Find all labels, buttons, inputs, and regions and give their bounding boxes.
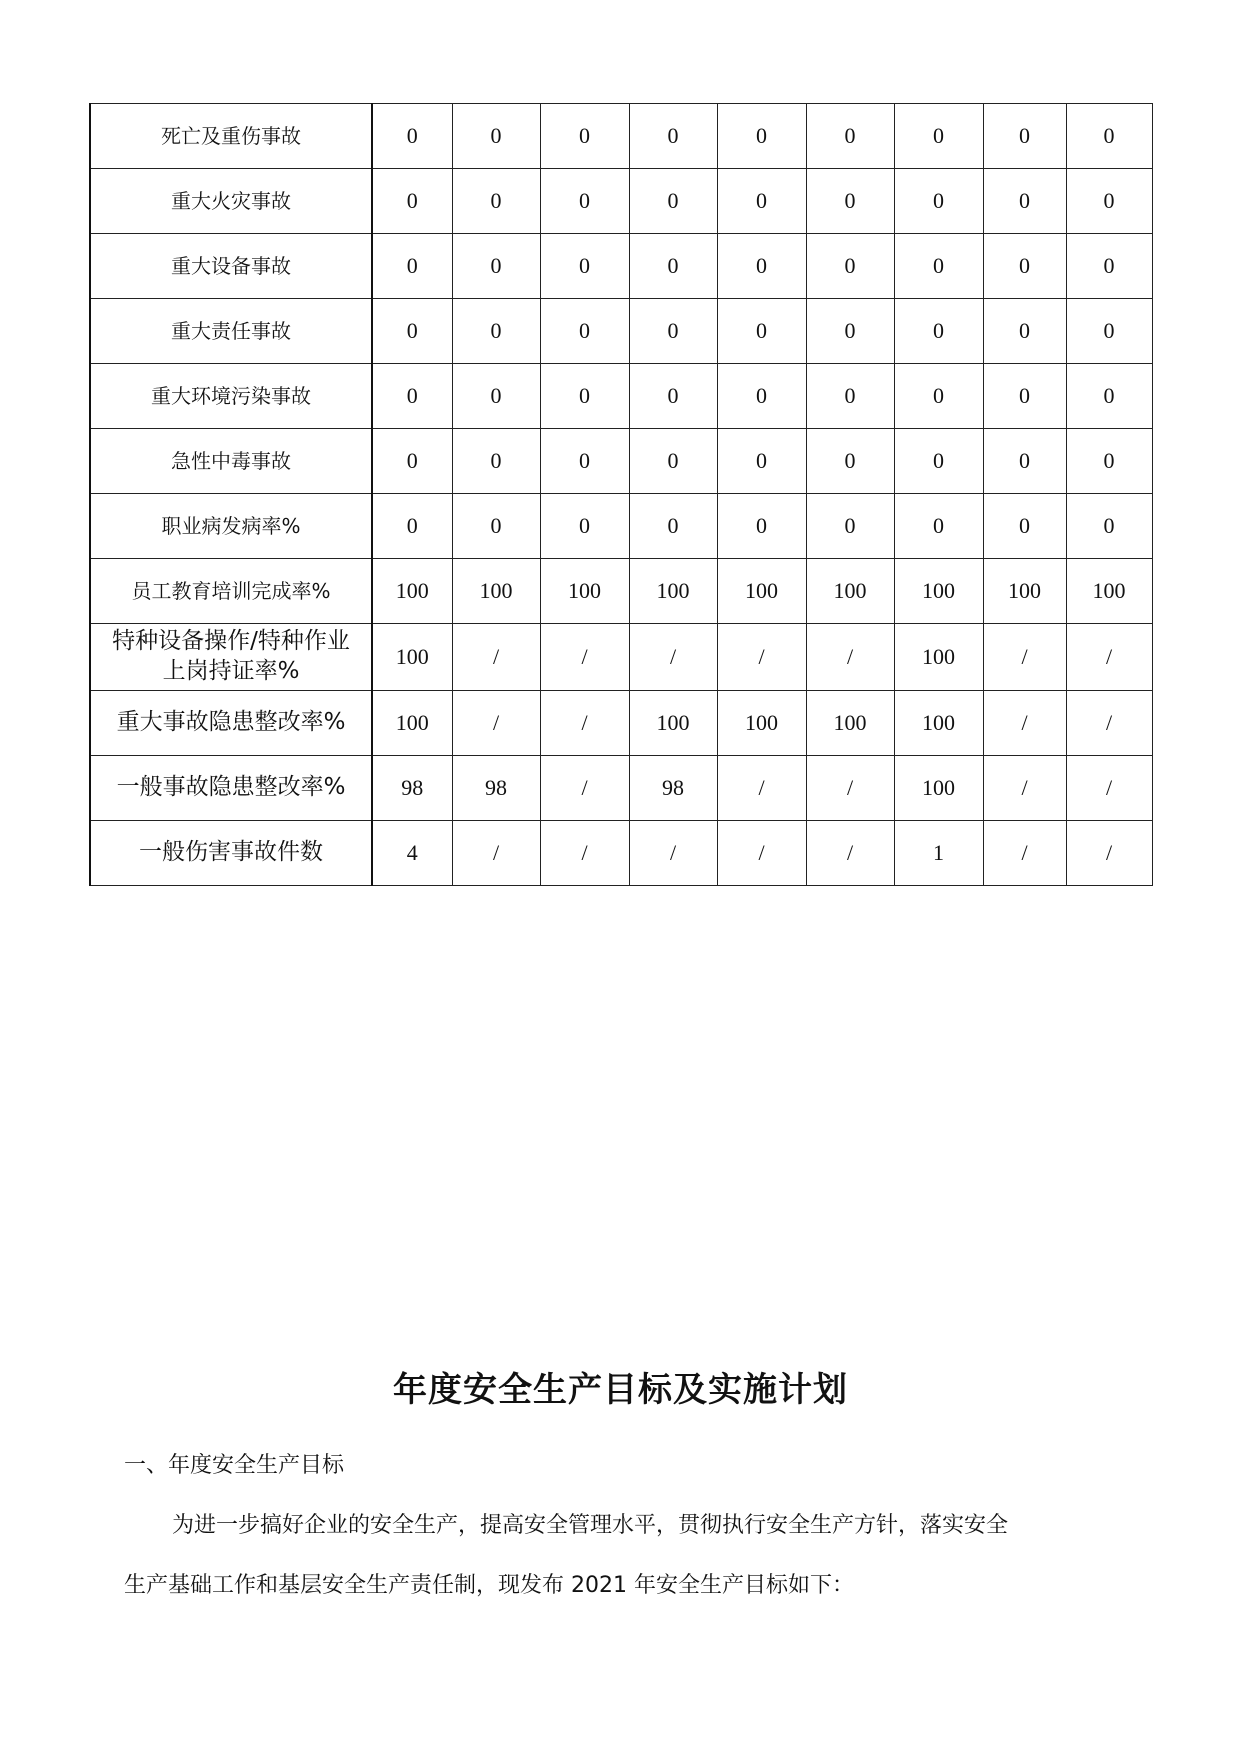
row-label: 重大设备事故 (90, 234, 372, 299)
document-title: 年度安全生产目标及实施计划 (393, 1370, 848, 1410)
table-cell: 0 (717, 299, 806, 364)
table-cell: 100 (372, 691, 452, 756)
table-cell: / (806, 624, 894, 691)
table-cell: 0 (983, 234, 1066, 299)
table-row (90, 624, 1152, 691)
table-cell: 0 (452, 494, 540, 559)
safety-targets-table (89, 103, 1153, 886)
table-cell: / (1066, 624, 1152, 691)
table-cell: / (1066, 691, 1152, 756)
table-cell: 0 (372, 299, 452, 364)
table-cell: / (806, 821, 894, 886)
table-cell: / (452, 624, 540, 691)
table-cell: 0 (1066, 299, 1152, 364)
table-row (90, 756, 1152, 821)
table-cell: 100 (983, 559, 1066, 624)
table-cell: 0 (540, 169, 629, 234)
table-cell: 0 (983, 169, 1066, 234)
table-cell: / (540, 691, 629, 756)
row-label: 重大事故隐患整改率% (90, 691, 372, 756)
table-cell: 100 (806, 559, 894, 624)
table-cell: / (983, 624, 1066, 691)
table-cell: 0 (894, 429, 983, 494)
table-row (90, 559, 1152, 624)
table-cell: 0 (452, 299, 540, 364)
table-cell: 0 (806, 169, 894, 234)
table-cell: 0 (540, 234, 629, 299)
row-label: 急性中毒事故 (90, 429, 372, 494)
table-cell: 4 (372, 821, 452, 886)
table-row (90, 364, 1152, 429)
row-label: 一般伤害事故件数 (90, 821, 372, 886)
row-label-line: 上岗持证率% (162, 658, 300, 684)
table-cell: / (717, 756, 806, 821)
table-cell: 0 (372, 494, 452, 559)
table-cell: / (983, 821, 1066, 886)
table-cell: 0 (629, 234, 717, 299)
table-cell: 0 (452, 429, 540, 494)
table-cell: 0 (372, 169, 452, 234)
table-cell: 100 (372, 559, 452, 624)
table-cell: 0 (806, 364, 894, 429)
table-cell: 100 (894, 559, 983, 624)
table-cell: / (540, 624, 629, 691)
row-label: 死亡及重伤事故 (90, 104, 372, 169)
table-cell: 0 (806, 429, 894, 494)
table-cell: 0 (894, 104, 983, 169)
table-cell: 0 (540, 364, 629, 429)
table-cell: 0 (540, 299, 629, 364)
table-cell: / (452, 821, 540, 886)
table-cell: 100 (717, 559, 806, 624)
table-row (90, 299, 1152, 364)
table-cell: 0 (452, 234, 540, 299)
table-cell: / (629, 624, 717, 691)
table-cell: 0 (372, 364, 452, 429)
row-label: 重大责任事故 (90, 299, 372, 364)
table-cell: / (1066, 821, 1152, 886)
table-cell: 0 (452, 169, 540, 234)
table-cell: 100 (452, 559, 540, 624)
table-cell: 0 (806, 299, 894, 364)
table-row (90, 691, 1152, 756)
table-cell: 1 (894, 821, 983, 886)
table-cell: 0 (629, 429, 717, 494)
table-cell: 98 (372, 756, 452, 821)
table-cell: / (717, 624, 806, 691)
row-label: 重大火灾事故 (90, 169, 372, 234)
table-row (90, 234, 1152, 299)
row-label: 职业病发病率% (90, 494, 372, 559)
table-cell: 0 (540, 104, 629, 169)
row-label-line: 特种设备操作/特种作业 (112, 628, 350, 655)
table-cell: 0 (717, 364, 806, 429)
table-cell: 0 (717, 494, 806, 559)
table-cell: 0 (1066, 234, 1152, 299)
table-cell: 0 (629, 169, 717, 234)
table-cell: 100 (717, 691, 806, 756)
table-cell: 0 (983, 494, 1066, 559)
table-cell: 0 (629, 364, 717, 429)
table-cell: / (452, 691, 540, 756)
table-cell: / (983, 756, 1066, 821)
table-cell: 0 (717, 234, 806, 299)
table-cell: 0 (806, 494, 894, 559)
table-cell: 0 (806, 234, 894, 299)
table-cell: 98 (629, 756, 717, 821)
row-label (90, 624, 372, 691)
table-cell: 98 (452, 756, 540, 821)
table-cell: 0 (983, 364, 1066, 429)
table-cell: 0 (717, 429, 806, 494)
row-label: 一般事故隐患整改率% (90, 756, 372, 821)
table-cell: 0 (1066, 364, 1152, 429)
table-cell: / (806, 756, 894, 821)
table-cell: / (1066, 756, 1152, 821)
table-cell: 0 (1066, 104, 1152, 169)
table-row (90, 104, 1152, 169)
table-row (90, 429, 1152, 494)
table-cell: 0 (717, 104, 806, 169)
table-cell: 0 (717, 169, 806, 234)
table-cell: 0 (629, 494, 717, 559)
table-cell: 0 (629, 299, 717, 364)
paragraph-line: 生产基础工作和基层安全生产责任制，现发布 2021 年安全生产目标如下： (124, 1573, 854, 1598)
table-cell: / (629, 821, 717, 886)
table-cell: 0 (1066, 494, 1152, 559)
table-cell: 100 (806, 691, 894, 756)
paragraph-line: 为进一步搞好企业的安全生产，提高安全管理水平，贯彻执行安全生产方针，落实安全 (172, 1513, 1009, 1538)
table-cell: / (717, 821, 806, 886)
table-cell: 0 (452, 104, 540, 169)
table-cell: 100 (629, 691, 717, 756)
table-cell: 0 (983, 299, 1066, 364)
table-cell: 0 (372, 234, 452, 299)
table-cell: / (540, 821, 629, 886)
section-heading: 一、年度安全生产目标 (124, 1453, 345, 1478)
table-cell: 100 (629, 559, 717, 624)
table-row (90, 169, 1152, 234)
table-cell: 100 (372, 624, 452, 691)
table-cell: 0 (894, 169, 983, 234)
table-cell: 0 (894, 234, 983, 299)
table-cell: 0 (540, 429, 629, 494)
table-cell: 100 (540, 559, 629, 624)
table-cell: 0 (629, 104, 717, 169)
table-body (90, 104, 1152, 886)
table-cell: 100 (894, 691, 983, 756)
table-cell: 0 (372, 429, 452, 494)
table-cell: 0 (894, 299, 983, 364)
table-row (90, 821, 1152, 886)
table-cell: 0 (372, 104, 452, 169)
table-cell: 0 (452, 364, 540, 429)
table-cell: 0 (540, 494, 629, 559)
table-cell: 0 (894, 494, 983, 559)
row-label: 员工教育培训完成率% (90, 559, 372, 624)
table-row (90, 494, 1152, 559)
table-cell: 0 (983, 429, 1066, 494)
table-cell: 0 (806, 104, 894, 169)
table-cell: 0 (1066, 429, 1152, 494)
table-cell: / (540, 756, 629, 821)
table-cell: 0 (1066, 169, 1152, 234)
table-cell: 100 (1066, 559, 1152, 624)
table-cell: 100 (894, 624, 983, 691)
table-cell: 0 (894, 364, 983, 429)
table-cell: 0 (983, 104, 1066, 169)
table-cell: 100 (894, 756, 983, 821)
table-cell: / (983, 691, 1066, 756)
row-label: 重大环境污染事故 (90, 364, 372, 429)
